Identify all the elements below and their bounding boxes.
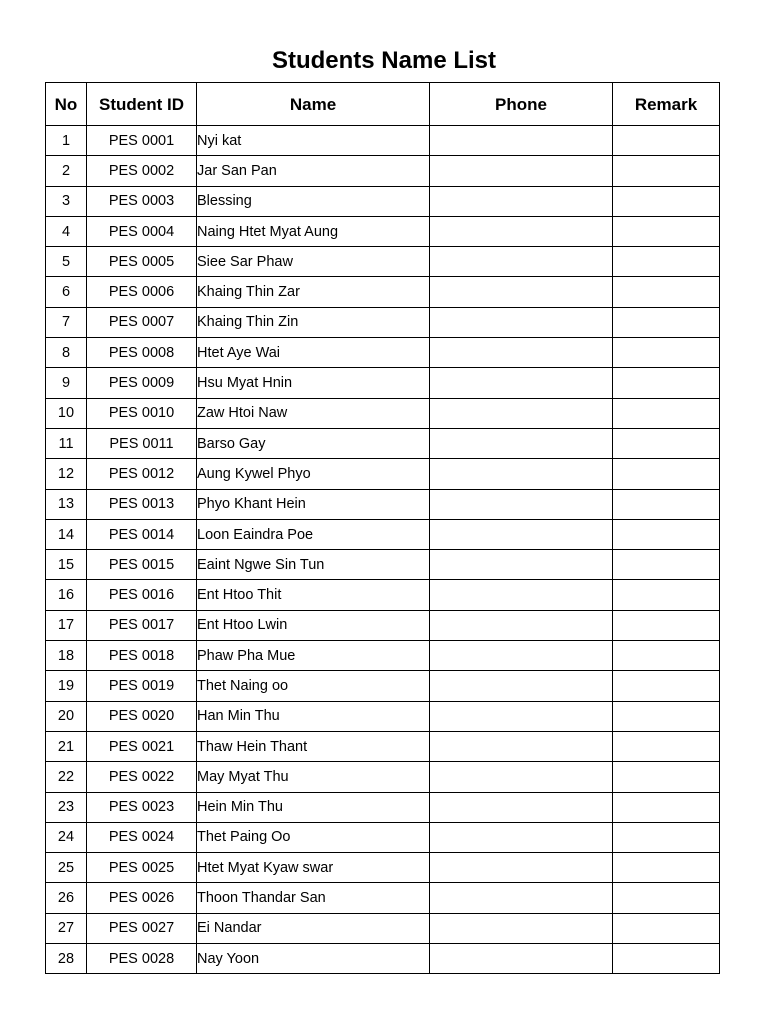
table-row bbox=[46, 519, 720, 549]
cell-no: 7 bbox=[46, 307, 87, 337]
table-row bbox=[46, 398, 720, 428]
cell-student-id: PES 0024 bbox=[87, 822, 197, 852]
cell-no: 2 bbox=[46, 156, 87, 186]
cell-name: Nyi kat bbox=[197, 126, 430, 156]
cell-phone bbox=[430, 610, 613, 640]
table-row bbox=[46, 550, 720, 580]
cell-no: 11 bbox=[46, 428, 87, 458]
cell-remark bbox=[613, 398, 720, 428]
table-row bbox=[46, 701, 720, 731]
cell-student-id: PES 0010 bbox=[87, 398, 197, 428]
cell-name: Hsu Myat Hnin bbox=[197, 368, 430, 398]
cell-no: 3 bbox=[46, 186, 87, 216]
cell-remark bbox=[613, 459, 720, 489]
cell-phone bbox=[430, 580, 613, 610]
header-phone: Phone bbox=[430, 83, 613, 126]
cell-student-id: PES 0003 bbox=[87, 186, 197, 216]
cell-name: Khaing Thin Zin bbox=[197, 307, 430, 337]
cell-no: 9 bbox=[46, 368, 87, 398]
cell-student-id: PES 0025 bbox=[87, 853, 197, 883]
cell-remark bbox=[613, 519, 720, 549]
cell-student-id: PES 0019 bbox=[87, 671, 197, 701]
table-body bbox=[46, 126, 720, 974]
table-row bbox=[46, 641, 720, 671]
cell-phone bbox=[430, 338, 613, 368]
table-row bbox=[46, 489, 720, 519]
table-row bbox=[46, 247, 720, 277]
cell-phone bbox=[430, 277, 613, 307]
cell-name: Blessing bbox=[197, 186, 430, 216]
cell-no: 13 bbox=[46, 489, 87, 519]
cell-remark bbox=[613, 277, 720, 307]
table-row bbox=[46, 913, 720, 943]
cell-name: Nay Yoon bbox=[197, 944, 430, 974]
table-row bbox=[46, 883, 720, 913]
table-row bbox=[46, 671, 720, 701]
cell-remark bbox=[613, 853, 720, 883]
cell-no: 10 bbox=[46, 398, 87, 428]
cell-student-id: PES 0023 bbox=[87, 792, 197, 822]
cell-name: Zaw Htoi Naw bbox=[197, 398, 430, 428]
cell-phone bbox=[430, 731, 613, 761]
cell-no: 27 bbox=[46, 913, 87, 943]
cell-phone bbox=[430, 307, 613, 337]
cell-no: 17 bbox=[46, 610, 87, 640]
cell-remark bbox=[613, 338, 720, 368]
cell-name: Phyo Khant Hein bbox=[197, 489, 430, 519]
table-row bbox=[46, 944, 720, 974]
table-row bbox=[46, 277, 720, 307]
table-row bbox=[46, 307, 720, 337]
cell-student-id: PES 0021 bbox=[87, 731, 197, 761]
table-row bbox=[46, 731, 720, 761]
cell-phone bbox=[430, 489, 613, 519]
cell-no: 28 bbox=[46, 944, 87, 974]
cell-name: Thet Naing oo bbox=[197, 671, 430, 701]
cell-remark bbox=[613, 489, 720, 519]
table-row bbox=[46, 822, 720, 852]
cell-phone bbox=[430, 156, 613, 186]
cell-student-id: PES 0014 bbox=[87, 519, 197, 549]
cell-name: Thoon Thandar San bbox=[197, 883, 430, 913]
cell-no: 4 bbox=[46, 216, 87, 246]
table-row bbox=[46, 792, 720, 822]
cell-remark bbox=[613, 913, 720, 943]
cell-phone bbox=[430, 671, 613, 701]
table-row bbox=[46, 762, 720, 792]
table-row bbox=[46, 610, 720, 640]
cell-name: Barso Gay bbox=[197, 428, 430, 458]
table-row bbox=[46, 216, 720, 246]
cell-name: Han Min Thu bbox=[197, 701, 430, 731]
cell-name: Phaw Pha Mue bbox=[197, 641, 430, 671]
cell-remark bbox=[613, 641, 720, 671]
cell-no: 20 bbox=[46, 701, 87, 731]
cell-phone bbox=[430, 216, 613, 246]
cell-phone bbox=[430, 247, 613, 277]
header-remark: Remark bbox=[613, 83, 720, 126]
cell-student-id: PES 0012 bbox=[87, 459, 197, 489]
cell-phone bbox=[430, 550, 613, 580]
header-name: Name bbox=[197, 83, 430, 126]
table-row bbox=[46, 368, 720, 398]
cell-name: Khaing Thin Zar bbox=[197, 277, 430, 307]
cell-student-id: PES 0002 bbox=[87, 156, 197, 186]
cell-no: 12 bbox=[46, 459, 87, 489]
cell-phone bbox=[430, 762, 613, 792]
cell-name: Jar San Pan bbox=[197, 156, 430, 186]
cell-phone bbox=[430, 913, 613, 943]
cell-student-id: PES 0011 bbox=[87, 428, 197, 458]
cell-remark bbox=[613, 247, 720, 277]
cell-remark bbox=[613, 944, 720, 974]
cell-no: 22 bbox=[46, 762, 87, 792]
cell-student-id: PES 0001 bbox=[87, 126, 197, 156]
cell-no: 1 bbox=[46, 126, 87, 156]
cell-no: 6 bbox=[46, 277, 87, 307]
table-row bbox=[46, 428, 720, 458]
cell-student-id: PES 0009 bbox=[87, 368, 197, 398]
cell-student-id: PES 0017 bbox=[87, 610, 197, 640]
cell-no: 26 bbox=[46, 883, 87, 913]
cell-phone bbox=[430, 398, 613, 428]
cell-name: Naing Htet Myat Aung bbox=[197, 216, 430, 246]
cell-student-id: PES 0006 bbox=[87, 277, 197, 307]
table-row bbox=[46, 853, 720, 883]
cell-student-id: PES 0004 bbox=[87, 216, 197, 246]
cell-no: 15 bbox=[46, 550, 87, 580]
table-header bbox=[46, 83, 720, 126]
cell-student-id: PES 0020 bbox=[87, 701, 197, 731]
cell-remark bbox=[613, 156, 720, 186]
cell-name: Aung Kywel Phyo bbox=[197, 459, 430, 489]
cell-remark bbox=[613, 428, 720, 458]
cell-name: Htet Myat Kyaw swar bbox=[197, 853, 430, 883]
table-row bbox=[46, 459, 720, 489]
cell-remark bbox=[613, 550, 720, 580]
cell-name: Siee Sar Phaw bbox=[197, 247, 430, 277]
header-student-id: Student ID bbox=[87, 83, 197, 126]
cell-phone bbox=[430, 883, 613, 913]
table-row bbox=[46, 156, 720, 186]
cell-remark bbox=[613, 216, 720, 246]
cell-name: Eaint Ngwe Sin Tun bbox=[197, 550, 430, 580]
cell-student-id: PES 0016 bbox=[87, 580, 197, 610]
table-row bbox=[46, 580, 720, 610]
cell-name: Hein Min Thu bbox=[197, 792, 430, 822]
cell-no: 25 bbox=[46, 853, 87, 883]
cell-no: 19 bbox=[46, 671, 87, 701]
cell-phone bbox=[430, 701, 613, 731]
cell-remark bbox=[613, 368, 720, 398]
table-row bbox=[46, 338, 720, 368]
cell-name: Loon Eaindra Poe bbox=[197, 519, 430, 549]
cell-remark bbox=[613, 822, 720, 852]
cell-name: Htet Aye Wai bbox=[197, 338, 430, 368]
cell-student-id: PES 0008 bbox=[87, 338, 197, 368]
cell-remark bbox=[613, 186, 720, 216]
cell-name: Ei Nandar bbox=[197, 913, 430, 943]
cell-phone bbox=[430, 186, 613, 216]
cell-no: 8 bbox=[46, 338, 87, 368]
cell-student-id: PES 0027 bbox=[87, 913, 197, 943]
cell-phone bbox=[430, 459, 613, 489]
cell-phone bbox=[430, 853, 613, 883]
cell-remark bbox=[613, 580, 720, 610]
cell-student-id: PES 0022 bbox=[87, 762, 197, 792]
cell-phone bbox=[430, 368, 613, 398]
cell-remark bbox=[613, 701, 720, 731]
cell-name: Thet Paing Oo bbox=[197, 822, 430, 852]
header-no: No bbox=[46, 83, 87, 126]
cell-no: 18 bbox=[46, 641, 87, 671]
cell-phone bbox=[430, 519, 613, 549]
cell-no: 14 bbox=[46, 519, 87, 549]
cell-remark bbox=[613, 610, 720, 640]
header-row bbox=[46, 83, 720, 126]
cell-student-id: PES 0028 bbox=[87, 944, 197, 974]
cell-name: Ent Htoo Lwin bbox=[197, 610, 430, 640]
cell-student-id: PES 0015 bbox=[87, 550, 197, 580]
cell-student-id: PES 0007 bbox=[87, 307, 197, 337]
cell-student-id: PES 0013 bbox=[87, 489, 197, 519]
cell-phone bbox=[430, 641, 613, 671]
cell-student-id: PES 0026 bbox=[87, 883, 197, 913]
cell-no: 16 bbox=[46, 580, 87, 610]
table-row bbox=[46, 186, 720, 216]
cell-phone bbox=[430, 126, 613, 156]
students-table bbox=[45, 82, 720, 974]
cell-phone bbox=[430, 428, 613, 458]
cell-name: Ent Htoo Thit bbox=[197, 580, 430, 610]
cell-remark bbox=[613, 671, 720, 701]
table-row bbox=[46, 126, 720, 156]
cell-remark bbox=[613, 731, 720, 761]
cell-remark bbox=[613, 307, 720, 337]
cell-remark bbox=[613, 792, 720, 822]
cell-remark bbox=[613, 883, 720, 913]
cell-phone bbox=[430, 822, 613, 852]
cell-student-id: PES 0005 bbox=[87, 247, 197, 277]
cell-no: 5 bbox=[46, 247, 87, 277]
cell-name: Thaw Hein Thant bbox=[197, 731, 430, 761]
cell-phone bbox=[430, 944, 613, 974]
cell-no: 21 bbox=[46, 731, 87, 761]
cell-no: 23 bbox=[46, 792, 87, 822]
cell-name: May Myat Thu bbox=[197, 762, 430, 792]
cell-no: 24 bbox=[46, 822, 87, 852]
cell-remark bbox=[613, 762, 720, 792]
cell-remark bbox=[613, 126, 720, 156]
page-title: Students Name List bbox=[271, 47, 497, 74]
cell-student-id: PES 0018 bbox=[87, 641, 197, 671]
cell-phone bbox=[430, 792, 613, 822]
